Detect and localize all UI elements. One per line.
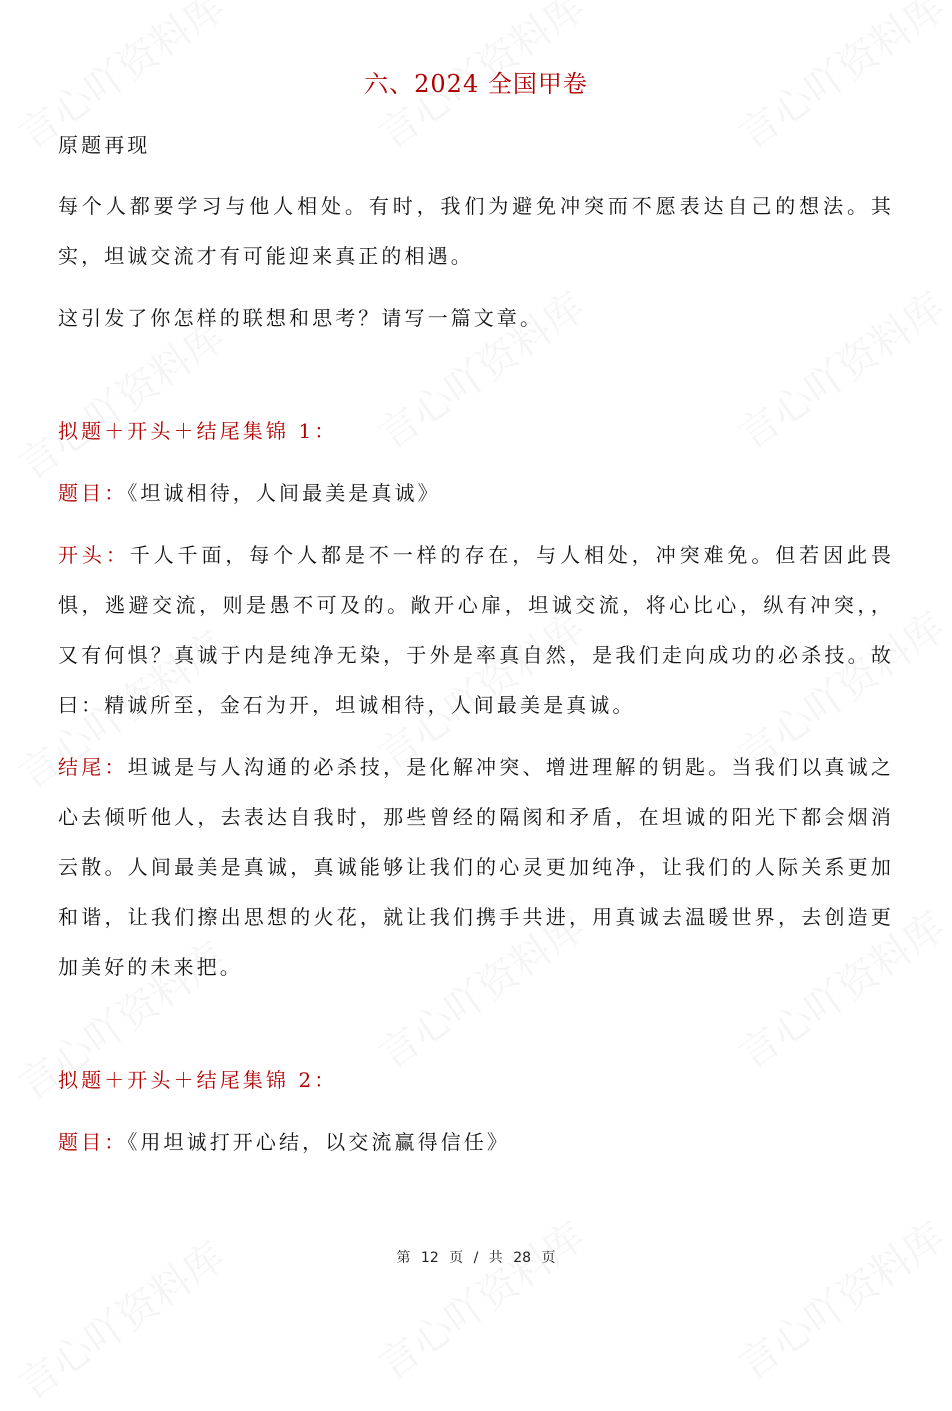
collection-1-title bbox=[58, 468, 894, 518]
opening-text: 千人千面，每个人都是不一样的存在，与人相处，冲突难免。但若因此畏惧，逃避交流，则是愚不可及的。敞开心扉，坦诚交流，将心比心，纵有冲突，，又有何惧？真诚于内是纯净无染，于外是率真自然，是我们走向成功的必杀技。故曰：精诚所至，金石为开，坦诚相待，人间最美是真诚。 bbox=[58, 543, 894, 717]
collection-2-heading: 拟题＋开头＋结尾集锦 2： bbox=[58, 1068, 338, 1092]
collection-1-ending bbox=[58, 742, 894, 992]
ending-label: 结尾： bbox=[58, 755, 128, 779]
prompt-paragraph-2: 这引发了你怎样的联想和思考？请写一篇文章。 bbox=[58, 306, 544, 330]
title-label: 题目： bbox=[58, 481, 128, 505]
ending-text: 坦诚是与人沟通的必杀技，是化解冲突、增进理解的钥匙。当我们以真诚之心去倾听他人，去表达自我时，那些曾经的隔阂和矛盾，在坦诚的阳光下都会烟消云散。人间最美是真诚，真诚能够让我们的心灵更加纯净，让我们的人际关系更加和谐，让我们擦出思想的火花，就让我们携手共进，用真诚去温暖世界，去创造更加美好的未来把。 bbox=[58, 755, 894, 979]
title-text: 《坦诚相待，人间最美是真诚》 bbox=[127, 481, 441, 505]
page-footer: 第 12 页 / 共 28 页 bbox=[396, 1250, 556, 1266]
collection-1-opening bbox=[58, 530, 894, 730]
title-text: 《用坦诚打开心结，以交流赢得信任》 bbox=[127, 1130, 511, 1154]
opening-label: 开头： bbox=[58, 543, 130, 567]
watermark bbox=[365, 1206, 594, 1390]
page-title: 六、2024 全国甲卷 bbox=[364, 70, 588, 98]
collection-2-title bbox=[58, 1117, 894, 1167]
collection-1-heading: 拟题＋开头＋结尾集锦 1： bbox=[58, 419, 338, 443]
title-label: 题目： bbox=[58, 1130, 128, 1154]
section-label: 原题再现 bbox=[58, 133, 151, 157]
watermark bbox=[725, 1206, 952, 1390]
prompt-paragraph-1: 每个人都要学习与他人相处。有时，我们为避免冲突而不愿表达自己的想法。其实，坦诚交流才有可能迎来真正的相遇。 bbox=[58, 194, 894, 268]
